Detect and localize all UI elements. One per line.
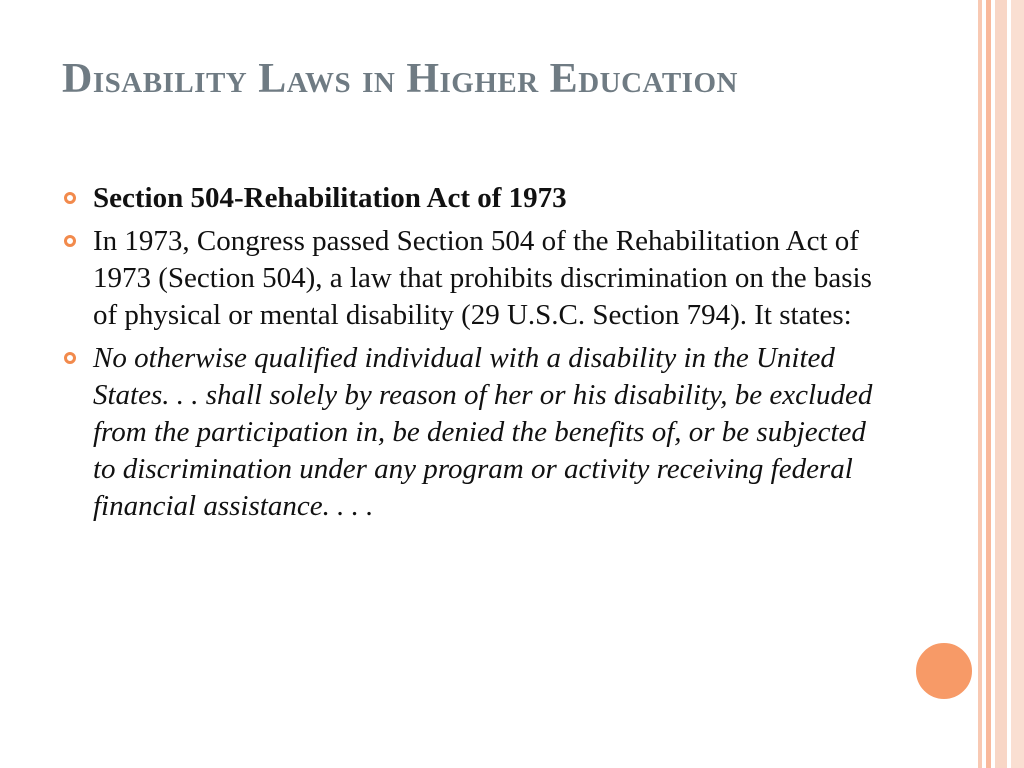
bullet-item (64, 340, 884, 525)
slide-title: Disability Laws in Higher Education (62, 56, 738, 102)
bullet-list (64, 180, 884, 531)
bullet-icon (64, 235, 76, 247)
bullet-icon (64, 352, 76, 364)
border-stripe (995, 0, 1007, 768)
bullet-item (64, 180, 884, 217)
bullet-text: No otherwise qualified individual with a disability in the United States. . . shall solely by reason of her or his disability, be excluded from the participation in, be denied the benefits of, or be subjected to discrimination under any program or activity receiving federal financial assistance. . . . (93, 342, 873, 522)
bullet-icon (64, 192, 76, 204)
decorative-circle (913, 640, 975, 702)
border-stripe (1011, 0, 1024, 768)
bullet-item (64, 223, 884, 334)
bullet-text: Section 504-Rehabilitation Act of 1973 (93, 182, 567, 214)
bullet-text: In 1973, Congress passed Section 504 of the Rehabilitation Act of 1973 (Section 504), a law that prohibits discrimination on the basis of physical or mental disability (29 U.S.C. Section 794). It states: (93, 225, 872, 331)
